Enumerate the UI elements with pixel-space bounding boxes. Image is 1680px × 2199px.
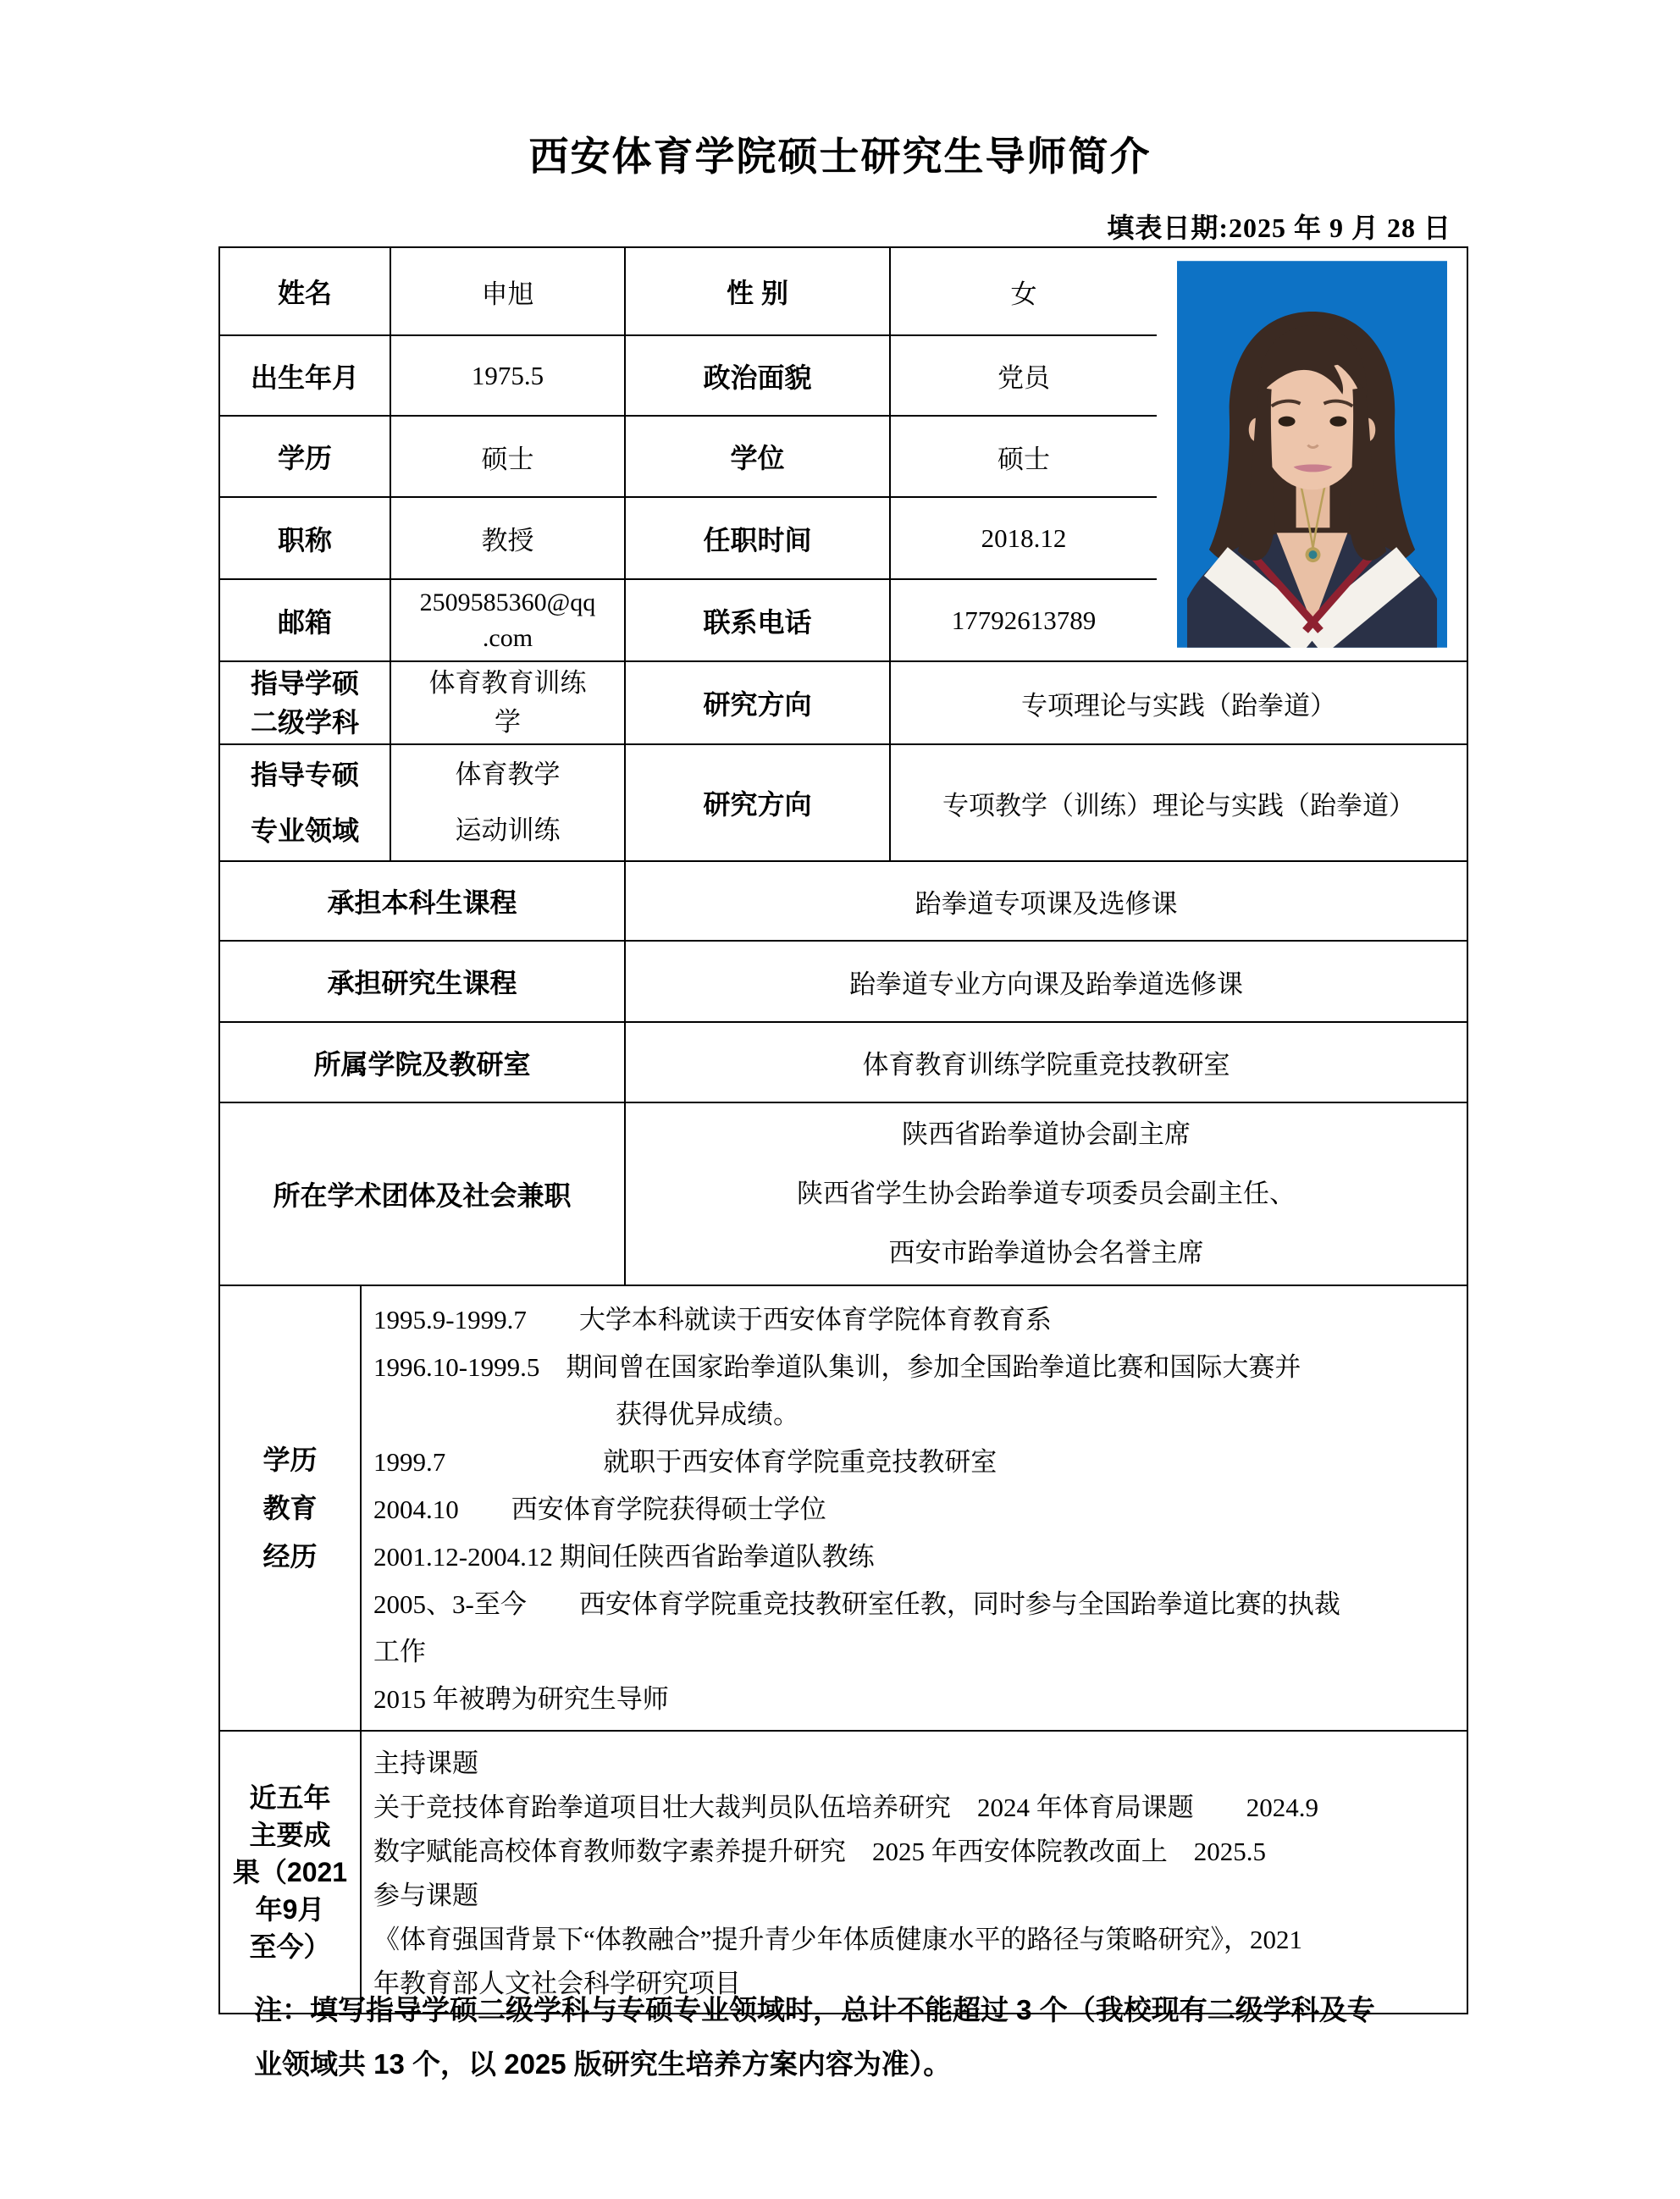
email-value: 2509585360@qq .com xyxy=(390,579,625,661)
portrait-photo xyxy=(1177,261,1447,648)
appointment-label: 任职时间 xyxy=(625,497,890,579)
edu-history-label: 学历 教育 经历 xyxy=(219,1285,361,1731)
birth-label: 出生年月 xyxy=(219,335,390,416)
political-value: 党员 xyxy=(890,335,1157,416)
professional-master-label: 指导专硕 专业领域 xyxy=(219,744,390,861)
achievements-content: 主持课题 关于竞技体育跆拳道项目壮大裁判员队伍培养研究 2024 年体育局课题 2024.9 数字赋能高校体育教师数字素养提升研究 2025 年西安体院教改面上 2025.5 参与课题 《体育强国背景下“体教融合”提升青少年体质健康水平的路径与策略研究》，2021 年教育部人文社会科学研究项目 xyxy=(361,1731,1467,2014)
professional-master-value: 体育教学 运动训练 xyxy=(390,744,625,861)
page-title: 西安体育学院硕士研究生导师简介 xyxy=(528,134,1152,179)
fill-date: 填表日期:2025 年 9 月 28 日 xyxy=(1107,213,1451,243)
political-label: 政治面貌 xyxy=(625,335,890,416)
table-row xyxy=(219,1102,1467,1285)
education-value: 硕士 xyxy=(390,416,625,497)
education-label: 学历 xyxy=(219,416,390,497)
profile-table xyxy=(218,246,1467,2014)
table-row xyxy=(219,247,1467,335)
research-direction-value: 专项理论与实践（跆拳道） xyxy=(890,661,1467,744)
undergrad-courses-label: 承担本科生课程 xyxy=(219,861,625,941)
phone-label: 联系电话 xyxy=(625,579,890,661)
societies-label: 所在学术团体及社会兼职 xyxy=(219,1102,625,1285)
email-label: 邮箱 xyxy=(219,579,390,661)
title-rank-value: 教授 xyxy=(390,497,625,579)
achievements-label: 近五年 主要成 果（2021 年9月 至今） xyxy=(219,1731,361,2014)
undergrad-courses-value: 跆拳道专项课及选修课 xyxy=(625,861,1467,941)
name-label: 姓名 xyxy=(219,247,390,335)
research-direction2-value: 专项教学（训练）理论与实践（跆拳道） xyxy=(890,744,1467,861)
research-direction2-label: 研究方向 xyxy=(625,744,890,861)
table-row xyxy=(219,1731,1467,2014)
department-label: 所属学院及教研室 xyxy=(219,1022,625,1102)
birth-value: 1975.5 xyxy=(390,335,625,416)
table-row xyxy=(219,941,1467,1022)
societies-value: 陕西省跆拳道协会副主席 陕西省学生协会跆拳道专项委员会副主任、 西安市跆拳道协会名誉主席 xyxy=(625,1102,1467,1285)
table-row xyxy=(219,861,1467,941)
degree-label: 学位 xyxy=(625,416,890,497)
appointment-value: 2018.12 xyxy=(890,497,1157,579)
gender-label: 性 别 xyxy=(625,247,890,335)
title-rank-label: 职称 xyxy=(219,497,390,579)
history-table xyxy=(218,1285,1468,2014)
academic-master-value: 体育教育训练 学 xyxy=(390,661,625,744)
phone-value: 17792613789 xyxy=(890,579,1157,661)
edu-history-content: 1995.9-1999.7 大学本科就读于西安体育学院体育教育系 1996.10-1999.5 期间曾在国家跆拳道队集训，参加全国跆拳道比赛和国际大赛并 获得优异成绩。 1999.7 就职于西安体育学院重竞技教研室 2004.10 西安体育学院获得硕士学位 2001.12-2004.12 期间任陕西省跆拳道队教练 2005、3-至今 西安体育学院重竞技教研室任教，同时参与全国跆拳道比赛的执裁 工作 2015 年被聘为研究生导师 xyxy=(361,1285,1467,1731)
degree-value: 硕士 xyxy=(890,416,1157,497)
footnote: 注：填写指导学硕二级学科与专硕专业领域时，总计不能超过 3 个（我校现有二级学科及专 业领域共 13 个，以 2025 版研究生培养方案内容为准）。 xyxy=(254,1994,1375,2080)
table-row xyxy=(219,661,1467,744)
grad-courses-value: 跆拳道专业方向课及跆拳道选修课 xyxy=(625,941,1467,1022)
name-value: 申旭 xyxy=(390,247,625,335)
academic-master-label: 指导学硕 二级学科 xyxy=(219,661,390,744)
department-value: 体育教育训练学院重竞技教研室 xyxy=(625,1022,1467,1102)
table-row xyxy=(219,1285,1467,1731)
photo-cell xyxy=(1157,247,1467,661)
basic-info-table xyxy=(218,246,1468,1286)
table-row xyxy=(219,744,1467,861)
grad-courses-label: 承担研究生课程 xyxy=(219,941,625,1022)
gender-value: 女 xyxy=(890,247,1157,335)
table-row xyxy=(219,1022,1467,1102)
research-direction-label: 研究方向 xyxy=(625,661,890,744)
